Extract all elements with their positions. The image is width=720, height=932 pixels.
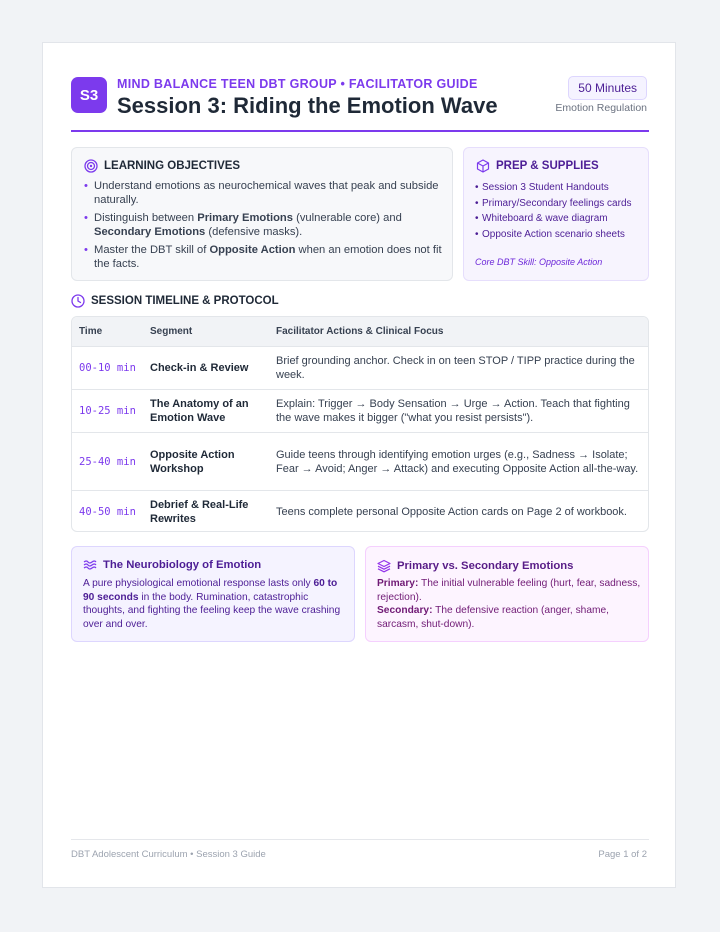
footer-curriculum: DBT Adolescent Curriculum • Session 3 Guide [71, 849, 266, 860]
neurobiology-card [71, 546, 355, 642]
table-row [72, 390, 648, 433]
neuro-text-part: in the body. Rumination, catastrophic thoughts, and fighting the feeling keep the wave crashing over and over. [83, 591, 341, 630]
objectives-header [84, 159, 240, 173]
objective-item [84, 243, 444, 271]
prep-item: • Whiteboard & wave diagram [475, 211, 643, 227]
core-skill-note: Core DBT Skill: Opposite Action [475, 257, 603, 267]
header-divider [71, 130, 649, 132]
primary-header [377, 559, 573, 573]
objectives-heading: LEARNING OBJECTIVES [104, 160, 241, 172]
prep-supplies-box [463, 147, 649, 281]
timeline-header [71, 294, 279, 308]
row-action: Explain: Trigger → Body Sensation → Urge → Action. Teach that fighting the wave makes it bigger ("what you resist persists"). [276, 398, 630, 424]
table-row [72, 433, 648, 491]
objective-item [84, 211, 444, 239]
table-row [72, 347, 648, 390]
objective-bold: Primary Emotions [197, 212, 293, 224]
program-eyebrow: MIND BALANCE TEEN DBT GROUP • FACILITATOR GUIDE [117, 77, 478, 91]
page-title: Session 3: Riding the Emotion Wave [117, 93, 498, 118]
objective-text: Master the DBT skill of [94, 244, 210, 256]
objective-bold: Opposite Action [209, 244, 296, 256]
objective-text: Understand emotions as neurochemical waves that peak and subside naturally. [94, 180, 439, 206]
clock-icon [71, 294, 85, 308]
primary-heading: Primary vs. Secondary Emotions [397, 560, 574, 572]
row-time: 00-10 min [79, 362, 136, 374]
secondary-desc: The defensive reaction (anger, shame, sarcasm, shut-down). [377, 605, 609, 630]
column-header-time: Time [79, 326, 103, 337]
row-segment: Opposite Action Workshop [150, 448, 235, 475]
page-number: Page 1 of 2 [598, 849, 647, 860]
prep-heading: PREP & SUPPLIES [496, 160, 599, 172]
prep-header [476, 159, 599, 173]
objective-bold: Secondary Emotions [94, 226, 206, 238]
layers-icon [377, 559, 391, 573]
learning-objectives-box [71, 147, 453, 281]
session-badge: S3 [71, 77, 107, 113]
row-action: Teens complete personal Opposite Action cards on Page 2 of workbook. [276, 505, 627, 518]
objectives-list [84, 179, 444, 275]
neuro-duration: 60 to 90 seconds [83, 578, 338, 603]
primary-secondary-card [365, 546, 649, 642]
prep-item: • Session 3 Student Handouts [475, 180, 643, 196]
row-segment: Debrief & Real-Life Rewrites [150, 498, 249, 525]
objective-item [84, 179, 444, 207]
primary-text [377, 577, 643, 631]
row-segment: Check-in & Review [150, 362, 249, 374]
row-time: 10-25 min [79, 405, 136, 417]
row-time: 40-50 min [79, 505, 136, 518]
waves-icon [83, 559, 97, 571]
prep-item: • Primary/Secondary feelings cards [475, 196, 643, 212]
objective-text: (defensive masks). [205, 226, 303, 238]
row-time: 25-40 min [79, 455, 136, 468]
objective-text: when an emotion does not fit the facts. [94, 244, 442, 270]
secondary-label: Secondary: [377, 605, 433, 617]
primary-definition [377, 577, 643, 604]
column-header-segment: Segment [150, 326, 193, 337]
objective-text: (vulnerable core) and [292, 212, 402, 224]
footer-divider [71, 839, 649, 840]
prep-item: • Opposite Action scenario sheets [475, 227, 643, 243]
guide-page [42, 42, 676, 888]
row-action: Brief grounding anchor. Check in on teen STOP / TIPP practice during the week. [276, 355, 635, 381]
objective-text: Distinguish between [94, 212, 198, 224]
timeline-table [71, 316, 649, 532]
neuro-heading: The Neurobiology of Emotion [103, 559, 262, 571]
timeline-heading: SESSION TIMELINE & PROTOCOL [91, 295, 279, 307]
module-label: Emotion Regulation [555, 102, 647, 114]
row-action: Guide teens through identifying emotion urges (e.g., Sadness → Isolate; Fear → Avoid; Anger → Attack) and executing Opposite Action all-the-way. [276, 448, 639, 475]
target-icon [84, 159, 98, 173]
neuro-text-part: A pure physiological emotional response lasts only [83, 578, 314, 589]
column-header-actions: Facilitator Actions & Clinical Focus [276, 326, 444, 337]
secondary-definition [377, 604, 643, 631]
table-row [72, 491, 648, 532]
primary-label: Primary: [377, 578, 419, 589]
primary-desc: The initial vulnerable feeling (hurt, fear, sadness, rejection). [377, 578, 641, 603]
row-segment: The Anatomy of an Emotion Wave [150, 398, 249, 424]
box-icon [476, 159, 490, 173]
prep-list [475, 180, 643, 242]
duration-badge: 50 Minutes [568, 76, 647, 100]
neuro-header [83, 559, 261, 571]
table-header [72, 317, 648, 347]
neuro-text [83, 577, 349, 631]
